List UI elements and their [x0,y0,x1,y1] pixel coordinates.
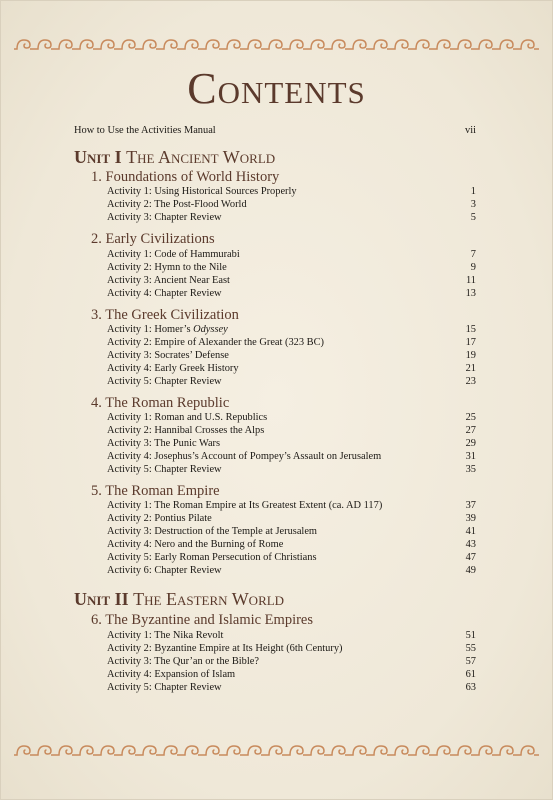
toc-entry-6-2[interactable] [107,642,476,656]
toc-entry-4-3[interactable] [107,437,476,451]
toc-entry-4-1[interactable] [107,411,476,425]
chapter-heading-2[interactable]: 2. Early Civilizations [91,231,215,247]
toc-entry-label: Activity 3: Destruction of the Temple at Jerusalem [107,526,318,537]
toc-entry-label: Activity 4: Expansion of Islam [107,669,236,680]
toc-entry-page: 17 [465,337,476,348]
toc-entry-page: 29 [465,438,476,449]
toc-entry-2-4[interactable] [107,287,476,301]
unit-number: Unit I [74,147,122,167]
toc-entry-4-5[interactable] [107,463,476,477]
toc-entry-2-2[interactable] [107,261,476,275]
toc-entry-3-2[interactable] [107,336,476,350]
toc-entry-1-1[interactable] [107,185,476,199]
toc-entry-5-2[interactable] [107,512,476,526]
toc-entry-page: 3 [470,199,476,210]
toc-entry-page: 43 [465,539,476,550]
toc-entry-page: 1 [470,186,476,197]
toc-entry-label: Activity 3: The Punic Wars [107,438,221,449]
chapter-heading-3[interactable]: 3. The Greek Civilization [91,307,239,323]
toc-entry-label: Activity 1: Roman and U.S. Republics [107,412,268,423]
toc-entry-label: Activity 3: Ancient Near East [107,275,230,286]
toc-entry-intro[interactable] [74,124,476,138]
toc-entry-2-1[interactable] [107,248,476,262]
toc-entry-page: 9 [470,262,476,273]
toc-entry-3-3[interactable] [107,349,476,363]
toc-entry-page: 5 [470,212,476,223]
toc-entry-page: 31 [465,451,476,462]
toc-entry-label: Activity 3: Socrates’ Defense [107,350,229,361]
toc-entry-page: 57 [465,656,476,667]
toc-entry-page: 13 [465,288,476,299]
toc-entry-label: Activity 2: Byzantine Empire at Its Height (6th Century) [107,643,343,654]
toc-entry-label: Activity 3: Chapter Review [107,212,222,223]
toc-entry-label: Activity 5: Chapter Review [107,682,222,693]
toc-entry-label: Activity 4: Nero and the Burning of Rome [107,539,284,550]
toc-entry-1-2[interactable] [107,198,476,212]
toc-entry-page: 25 [465,412,476,423]
toc-entry-page: 19 [465,350,476,361]
toc-entry-label: Activity 2: Hymn to the Nile [107,262,227,273]
toc-entry-page: 27 [465,425,476,436]
toc-entry-3-4[interactable] [107,362,476,376]
chapter-heading-1[interactable]: 1. Foundations of World History [91,169,280,185]
toc-entry-page: 7 [470,249,476,260]
toc-entry-6-3[interactable] [107,655,476,669]
chapter-heading-4[interactable]: 4. The Roman Republic [91,395,230,411]
toc-entry-page: vii [465,125,476,136]
toc-entry-6-4[interactable] [107,668,476,682]
toc-entry-1-3[interactable] [107,211,476,225]
toc-entry-label: Activity 1: The Nika Revolt [107,630,224,641]
toc-entry-page: 37 [465,500,476,511]
toc-entry-label: Activity 1: Using Historical Sources Properly [107,186,297,197]
toc-entry-page: 41 [465,526,476,537]
unit-number: Unit II [74,589,129,609]
chapter-heading-5[interactable]: 5. The Roman Empire [91,483,220,499]
toc-entry-label: How to Use the Activities Manual [74,125,216,136]
toc-entry-5-3[interactable] [107,525,476,539]
toc-entry-5-6[interactable] [107,564,476,578]
toc-entry-label: Activity 1: Code of Hammurabi [107,249,240,260]
unit-name: The Ancient World [126,147,276,167]
toc-entry-page: 11 [465,275,476,286]
toc-entry-label-prefix: Activity 1: Homer’s [107,324,194,335]
toc-entry-label: Activity 3: The Qur’an or the Bible? [107,656,259,667]
toc-entry-5-4[interactable] [107,538,476,552]
toc-entry-label: Activity 4: Chapter Review [107,288,222,299]
toc-entry-page: 51 [465,630,476,641]
toc-entry-page: 39 [465,513,476,524]
toc-entry-page: 15 [465,324,476,335]
toc-entry-label: Activity 2: The Post-Flood World [107,199,247,210]
toc-entry-2-3[interactable] [107,274,476,288]
toc-entry-label: Activity 2: Empire of Alexander the Great (323 BC) [107,337,324,348]
toc-entry-label: Activity 4: Josephus’s Account of Pompey’s Assault on Jerusalem [107,451,382,462]
toc-entry-page: 61 [465,669,476,680]
toc-entry-6-5[interactable] [107,681,476,695]
toc-entry-label [107,323,228,337]
toc-entry-4-2[interactable] [107,424,476,438]
toc-entry-page: 49 [465,565,476,576]
toc-entry-label: Activity 4: Early Greek History [107,363,239,374]
toc-entry-page: 21 [465,363,476,374]
toc-entry-3-5[interactable] [107,375,476,389]
page-title: Contents [187,64,366,113]
toc-entry-5-1[interactable] [107,499,476,513]
unit-heading-1 [74,146,275,168]
toc-entry-label: Activity 2: Hannibal Crosses the Alps [107,425,265,436]
toc-entry-page: 55 [465,643,476,654]
toc-entry-label: Activity 1: The Roman Empire at Its Greatest Extent (ca. AD 117) [107,500,383,511]
book-title-italic: Odyssey [193,324,228,335]
toc-entry-label: Activity 5: Chapter Review [107,376,222,387]
toc-entry-3-1[interactable] [107,323,476,337]
toc-entry-4-4[interactable] [107,450,476,464]
toc-entry-6-1[interactable] [107,629,476,643]
toc-entry-5-5[interactable] [107,551,476,565]
unit-heading-2 [74,588,284,610]
toc-entry-page: 35 [465,464,476,475]
toc-entry-label: Activity 5: Chapter Review [107,464,222,475]
unit-name: The Eastern World [133,589,285,609]
toc-entry-page: 23 [465,376,476,387]
toc-entry-label: Activity 5: Early Roman Persecution of Christians [107,552,317,563]
toc-entry-label: Activity 2: Pontius Pilate [107,513,212,524]
toc-entry-page: 47 [465,552,476,563]
chapter-heading-6[interactable]: 6. The Byzantine and Islamic Empires [91,612,314,628]
toc-entry-label: Activity 6: Chapter Review [107,565,222,576]
toc-entry-page: 63 [465,682,476,693]
